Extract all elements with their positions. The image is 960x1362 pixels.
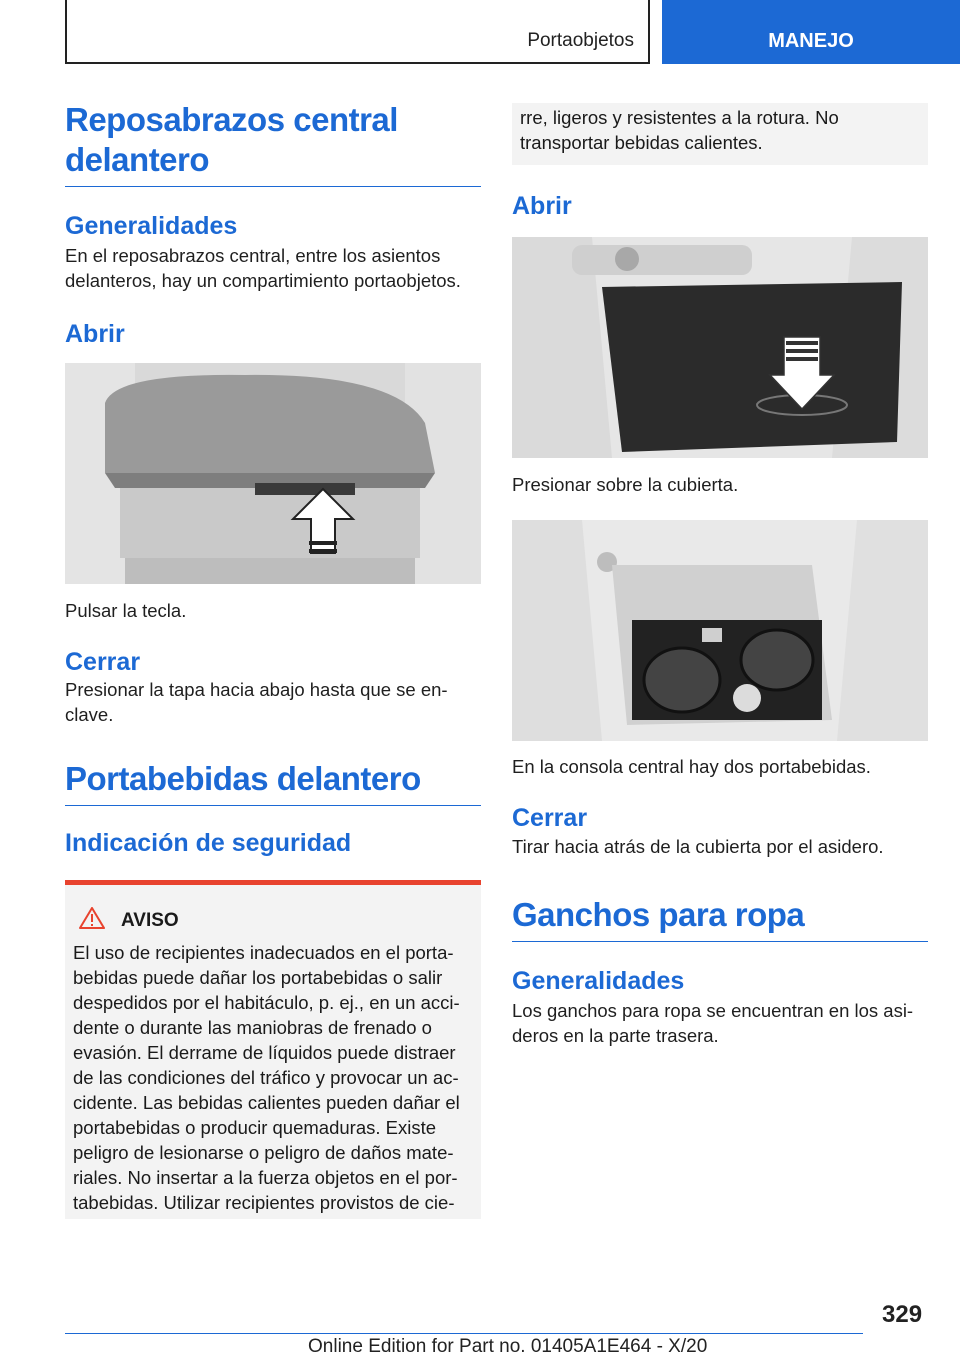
heading-hooks: Ganchos para ropa bbox=[512, 895, 928, 942]
paragraph-close-armrest: Presionar la tapa hacia abajo hasta que se en-clave. bbox=[65, 679, 448, 725]
footer-edition: Online Edition for Part no. 01405A1E464 - X/20 bbox=[308, 1336, 708, 1357]
armrest-illustration bbox=[65, 363, 481, 584]
warning-label: AVISO bbox=[121, 909, 179, 931]
heading-open-armrest: Abrir bbox=[65, 320, 125, 348]
heading-general-hooks: Generalidades bbox=[512, 967, 685, 995]
warning-box bbox=[65, 880, 481, 1219]
warning-box-continued bbox=[512, 103, 928, 165]
paragraph-general-armrest: En el reposabrazos central, entre los asientos delanteros, hay un compartimiento portaobjetos. bbox=[65, 245, 461, 291]
heading-armrest: Reposabrazos central delantero bbox=[65, 100, 481, 187]
paragraph-hooks: Los ganchos para ropa se encuentran en los asi-deros en la parte trasera. bbox=[512, 1000, 914, 1046]
header-chapter-tab: MANEJO bbox=[662, 0, 960, 64]
warning-triangle-icon bbox=[79, 907, 105, 934]
paragraph-close-cupholder: Tirar hacia atrás de la cubierta por el asidero. bbox=[512, 836, 884, 857]
caption-press-cover: Presionar sobre la cubierta. bbox=[512, 474, 739, 495]
footer-divider bbox=[65, 1333, 863, 1334]
heading-general-armrest: Generalidades bbox=[65, 212, 238, 240]
heading-close-cupholder: Cerrar bbox=[512, 804, 588, 832]
warning-text-continued: rre, ligeros y resistentes a la rotura. No transportar bebidas calientes. bbox=[520, 107, 839, 153]
cupholder-cover-illustration bbox=[512, 237, 928, 458]
right-column bbox=[512, 103, 928, 1048]
caption-press-button: Pulsar la tecla. bbox=[65, 600, 187, 621]
heading-open-cupholder: Abrir bbox=[512, 192, 572, 220]
left-column bbox=[65, 100, 481, 1219]
heading-cupholders: Portabebidas delantero bbox=[65, 759, 481, 806]
heading-close-armrest: Cerrar bbox=[65, 648, 141, 676]
open-cupholders-illustration bbox=[512, 520, 928, 741]
running-header bbox=[65, 0, 650, 64]
warning-title bbox=[73, 907, 473, 934]
heading-safety: Indicación de seguridad bbox=[65, 829, 352, 857]
warning-text: El uso de recipientes inadecuados en el porta-bebidas puede dañar los portabebidas o salir despedidos por el habitáculo, p. ej., en un acci-dente o durante las maniobras de frenado o evasión. El derrame de líquidos puede distraer de las condiciones del tráfico y provocar un ac-cidente. Las bebidas calientes pueden dañar el portabebidas o producir quemaduras. Existe peligro de lesionarse o peligro de daños mate-riales. No insertar a la fuerza objetos en el por-tabebidas. Utilizar recipientes provistos de cie- bbox=[73, 942, 460, 1213]
page-number: 329 bbox=[882, 1301, 923, 1328]
caption-two-cupholders: En la consola central hay dos portabebidas. bbox=[512, 756, 871, 777]
header-section-title: Portaobjetos bbox=[527, 30, 634, 51]
